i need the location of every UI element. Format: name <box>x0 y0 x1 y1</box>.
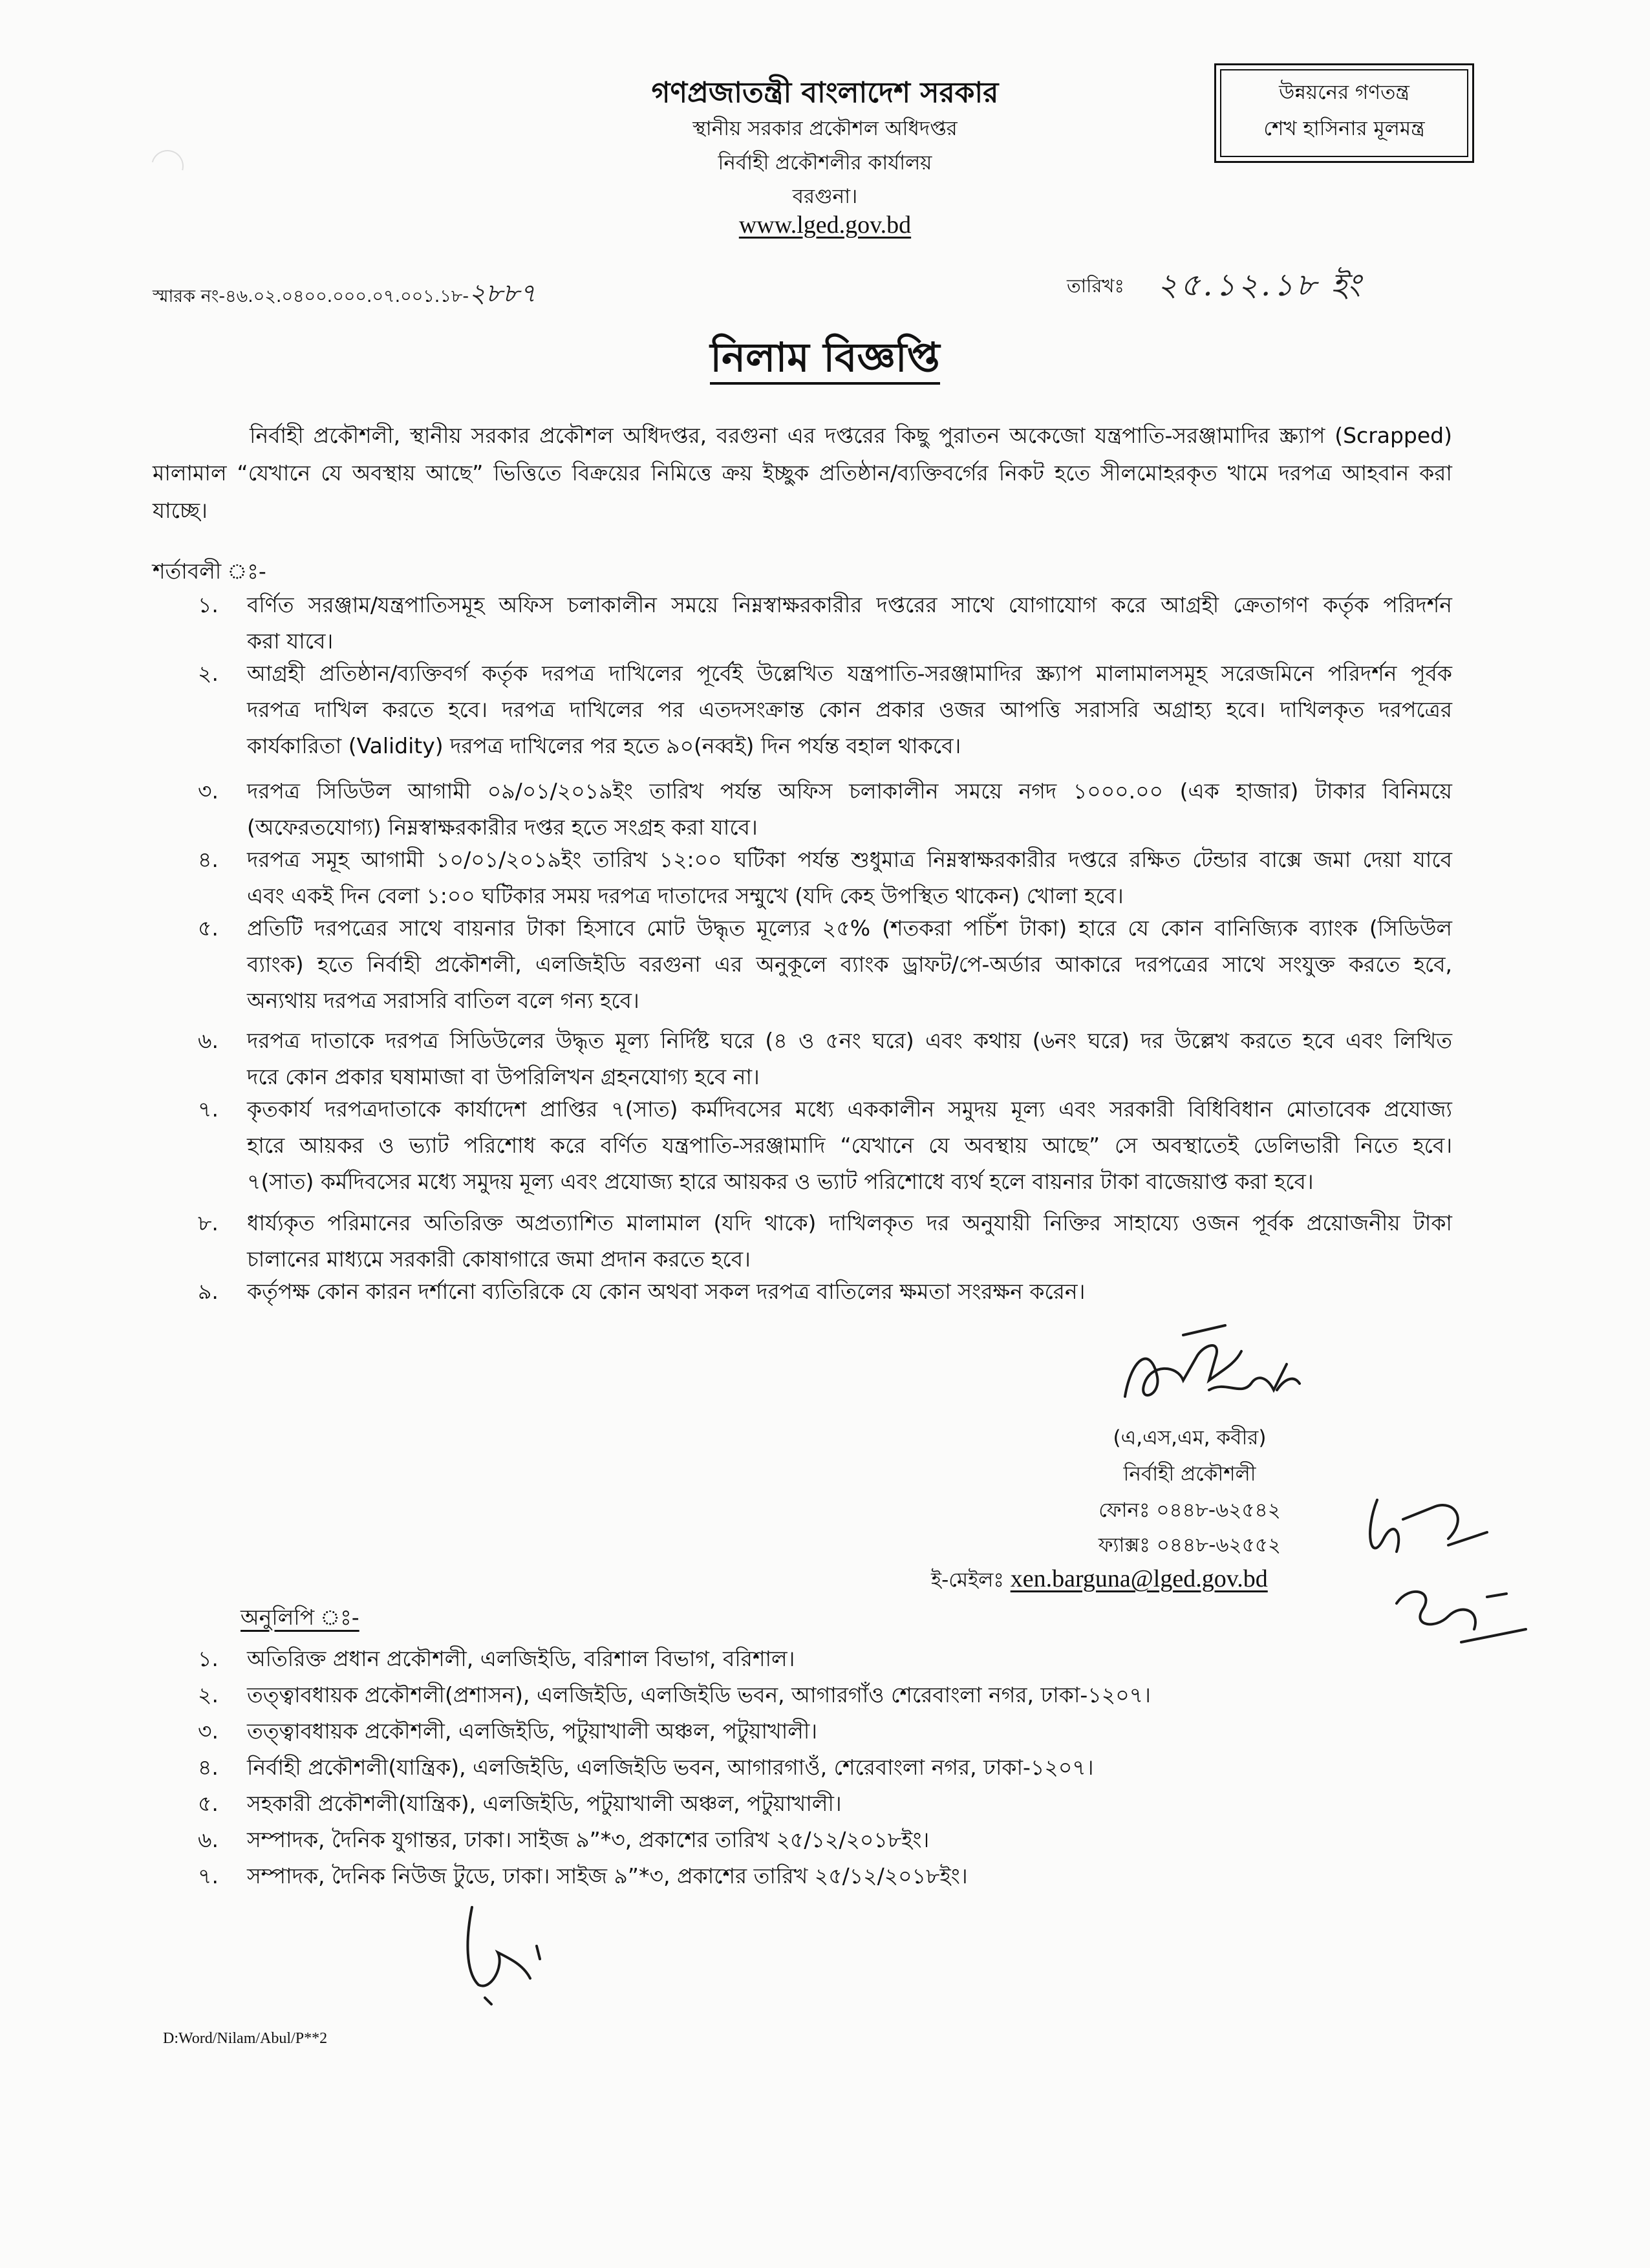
copy-number: ১. <box>198 1646 219 1671</box>
signature-scribble <box>1112 1319 1306 1416</box>
copy-number: ৭. <box>198 1863 219 1888</box>
condition-text <box>247 656 1452 764</box>
copy-text: সহকারী প্রকৌশলী(যান্ত্রিক), এলজিইডি, পটুয়াখালী অঞ্চল, পটুয়াখালী। <box>247 1791 842 1816</box>
condition-line: বর্ণিত সরঞ্জাম/যন্ত্রপাতিসমূহ অফিস চলাকালীন সময়ে নিম্নস্বাক্ষরকারীর দপ্তরের সাথে যোগাযোগ করে আগ্রহী ক্রেতাগণ কর্তৃক পরিদর্শন <box>247 592 1452 617</box>
condition-line: কৃতকার্য দরপত্রদাতাকে কার্যাদেশ প্রাপ্তির ৭(সাত) কর্মদিবসের মধ্যে এককালীন সমুদয় মূল্য এবং সরকারী বিধিবিধান মোতাবেক প্রযোজ্য <box>247 1097 1452 1122</box>
memo-number <box>153 273 536 316</box>
condition-line: কার্যকারিতা (Validity) দরপত্র দাখিলের পর হতে ৯০(নব্বই) দিন পর্যন্ত বহাল থাকবে। <box>247 733 961 758</box>
condition-text <box>247 1023 1452 1095</box>
condition-line: করা যাবে। <box>247 628 334 654</box>
copy-number: ৬. <box>198 1827 219 1852</box>
condition-number: ৫. <box>198 915 219 941</box>
notice-title: নিলাম বিজ্ঞপ্তি <box>0 327 1650 394</box>
condition-text <box>247 842 1452 914</box>
website-link[interactable]: www.lged.gov.bd <box>738 211 912 239</box>
copy-text: তত্ত্বাবধায়ক প্রকৌশলী(প্রশাসন), এলজিইডি, এলজিইডি ভবন, আগারগাঁও শেরেবাংলা নগর, ঢাকা-১২০৭। <box>247 1682 1151 1707</box>
condition-line: কর্তৃপক্ষ কোন কারন দর্শানো ব্যতিরিকে যে কোন অথবা সকল দরপত্র বাতিলের ক্ষমতা সংরক্ষন করেন। <box>247 1279 1086 1304</box>
condition-line: ৭(সাত) কর্মদিবসের মধ্যে সমুদয় মূল্য এবং প্রযোজ্য হারে আয়কর ও ভ্যাট পরিশোধে ব্যর্থ হলে বায়নার টাকা বাজেয়াপ্ত করা হবে। <box>247 1169 1314 1194</box>
signatory-designation: নির্বাহী প্রকৌশলী <box>1123 1462 1256 1486</box>
condition-number: ১. <box>198 592 219 617</box>
margin-signature-scribble <box>1358 1481 1552 1674</box>
copy-text: সম্পাদক, দৈনিক যুগান্তর, ঢাকা। সাইজ ৯”*৩, প্রকাশের তারিখ ২৫/১২/২০১৮ইং। <box>247 1827 930 1852</box>
copy-number: ২. <box>198 1682 219 1707</box>
file-path-footer: D:Word/Nilam/Abul/P**2 <box>163 2030 328 2047</box>
condition-line: প্রতিটি দরপত্রের সাথে বায়নার টাকা হিসাবে মোট উদ্ধৃত মূল্যের ২৫% (শতকরা পচিঁশ টাকা) হারে যে কোন বানিজ্যিক ব্যাংক (সিডিউল <box>247 915 1452 941</box>
copy-number: ৩. <box>198 1718 219 1744</box>
slogan-line-2: শেখ হাসিনার মূলমন্ত্র <box>1263 117 1425 140</box>
condition-line: ব্যাংক) হতে নির্বাহী প্রকৌশলী, এলজিইডি বরগুনা এর অনুকূলে ব্যাংক ড্রাফট/পে-অর্ডার আকারে দরপত্রের সাথে সংযুক্ত করতে হবে, <box>247 952 1452 977</box>
copy-text: অতিরিক্ত প্রধান প্রকৌশলী, এলজিইডি, বরিশাল বিভাগ, বরিশাল। <box>247 1646 795 1671</box>
conditions-heading: শর্তাবলী ঃ- <box>153 559 266 584</box>
email-label: ই-মেইলঃ <box>931 1568 1004 1592</box>
condition-line: দরপত্র সিডিউল আগামী ০৯/০১/২০১৯ইং তারিখ পর্যন্ত অফিস চলাকালীন সময়ে নগদ ১০০০.০০ (এক হাজার) টাকার বিনিময়ে <box>247 778 1452 804</box>
copy-number: ৫. <box>198 1791 219 1816</box>
condition-number: ৬. <box>198 1028 219 1053</box>
copy-text: তত্ত্বাবধায়ক প্রকৌশলী, এলজিইডি, পটুয়াখালী অঞ্চল, পটুয়াখালী। <box>247 1718 818 1744</box>
copy-number: ৪. <box>198 1755 219 1780</box>
memo-number-handwritten: ২৮৮৭ <box>469 279 537 308</box>
condition-line: চালানের মাধ্যমে সরকারী কোষাগারে জমা প্রদান করতে হবে। <box>247 1246 751 1272</box>
slogan-box <box>1214 63 1474 163</box>
slogan-line-1: উন্নয়নের গণতন্ত্র <box>1279 81 1409 104</box>
condition-line: ধার্য্যকৃত পরিমানের অতিরিক্ত অপ্রত্যাশিত মালামাল (যদি থাকে) দাখিলকৃত দর অনুযায়ী নিক্তির সাহায্যে ওজন পূর্বক প্রয়োজনীয় টাকা <box>247 1210 1452 1236</box>
copy-text: সম্পাদক, দৈনিক নিউজ টুডে, ঢাকা। সাইজ ৯”*৩, প্রকাশের তারিখ ২৫/১২/২০১৮ইং। <box>247 1863 968 1888</box>
signatory-name: (এ,এস,এম, কবীর) <box>1113 1426 1267 1450</box>
email-link[interactable]: xen.barguna@lged.gov.bd <box>1010 1565 1268 1592</box>
copies-heading: অনুলিপি ঃ- <box>241 1605 359 1630</box>
condition-line: (অফেরতযোগ্য) নিম্নস্বাক্ষরকারীর দপ্তর হতে সংগ্রহ করা যাবে। <box>247 815 758 840</box>
condition-line: দরপত্র সমূহ আগামী ১০/০১/২০১৯ইং তারিখ ১২:০০ ঘটিকা পর্যন্ত শুধুমাত্র নিম্নস্বাক্ষরকারীর দপ্তরে রক্ষিত টেন্ডার বাক্সে জমা দেয়া যাবে <box>247 847 1452 872</box>
office-name: নির্বাহী প্রকৌশলীর কার্যালয় <box>718 151 932 175</box>
intro-paragraph: নির্বাহী প্রকৌশলী, স্থানীয় সরকার প্রকৌশল অধিদপ্তর, বরগুনা এর দপ্তরের কিছু পুরাতন অকেজো যন্ত্রপাতি-সরঞ্জামাদির স্ক্র্যাপ (Scrapped) মালামাল “যেখানে যে অবস্থায় আছে” ভিত্তিতে বিক্রয়ের নিমিত্তে ক্রয় ইচ্ছুক প্রতিষ্ঠান/ব্যক্তিবর্গের নিকট হতে সীলমোহরকৃত খামে দরপত্র আহবান করা যাচ্ছে। <box>153 423 1452 523</box>
condition-line: দরপত্র দাখিল করতে হবে। দরপত্র দাখিলের পর এতদসংক্রান্ত কোন প্রকার ওজর আপত্তি সরাসরি অগ্রাহ্য হবে। দাখিলকৃত দরপত্রের <box>247 697 1452 722</box>
condition-line: আগ্রহী প্রতিষ্ঠান/ব্যক্তিবর্গ কর্তৃক দরপত্র দাখিলের পূর্বেই উল্লেখিত যন্ত্রপাতি-সরঞ্জামাদির স্ক্র্যাপ মালামালসমূহ সরেজমিনে পরিদর্শন পূর্বক <box>247 661 1452 686</box>
office-location: বরগুনা। <box>792 185 858 208</box>
condition-line: দরপত্র দাতাকে দরপত্র সিডিউলের উদ্ধৃত মূল্য নির্দিষ্ট ঘরে (৪ ও ৫নং ঘরে) এবং কথায় (৬নং ঘরে) দর উল্লেখ করতে হবে এবং লিখিত <box>247 1028 1453 1053</box>
condition-line: হারে আয়কর ও ভ্যাট পরিশোধ করে বর্ণিত যন্ত্রপাতি-সরঞ্জামাদি “যেখানে যে অবস্থায় আছে” সে অবস্থাতেই ডেলিভারী নিতে হবে। <box>247 1133 1452 1158</box>
condition-text <box>247 1205 1452 1278</box>
condition-line: এবং একই দিন বেলা ১:০০ ঘটিকার সময় দরপত্র দাতাদের সম্মুখে (যদি কেহ উপস্থিত থাকেন) খোলা হবে। <box>247 883 1124 908</box>
signatory-phone: ফোনঃ ০৪৪৮-৬২৫৪২ <box>1098 1499 1281 1522</box>
signatory-email-line <box>931 1565 1268 1598</box>
memo-label: স্মারক নং-৪৬.০২.০৪০০.০০০.০৭.০০১.১৮- <box>153 286 469 306</box>
condition-number: ৩. <box>198 778 219 804</box>
department-name: স্থানীয় সরকার প্রকৌশল অধিদপ্তর <box>692 117 958 140</box>
condition-text <box>247 910 1452 1019</box>
condition-text <box>247 773 1452 846</box>
condition-number: ৭. <box>198 1097 219 1122</box>
condition-text <box>247 587 1452 659</box>
condition-text <box>247 1274 1452 1310</box>
condition-number: ৮. <box>198 1210 219 1236</box>
date-label: তারিখঃ <box>1067 275 1124 297</box>
condition-number: ৪. <box>198 847 219 872</box>
condition-line: দরে কোন প্রকার ঘষামাজা বা উপরিলিখন গ্রহনযোগ্য হবে না। <box>247 1064 760 1089</box>
signatory-fax: ফ্যাক্সঃ ০৪৪৮-৬২৫৫২ <box>1098 1534 1281 1557</box>
initials-scribble <box>446 1894 562 2011</box>
condition-text <box>247 1091 1452 1200</box>
condition-number: ২. <box>198 661 219 686</box>
condition-number: ৯. <box>198 1279 219 1304</box>
copy-text: নির্বাহী প্রকৌশলী(যান্ত্রিক), এলজিইডি, এলজিইডি ভবন, আগারগাওঁ, শেরেবাংলা নগর, ঢাকা-১২০৭। <box>247 1755 1094 1780</box>
condition-line: অন্যথায় দরপত্র সরাসরি বাতিল বলে গন্য হবে। <box>247 988 639 1013</box>
date-handwritten: ২৫.১২.১৮ ইং <box>1157 267 1364 303</box>
govt-title: গণপ্রজাতন্ত্রী বাংলাদেশ সরকার <box>651 76 999 109</box>
